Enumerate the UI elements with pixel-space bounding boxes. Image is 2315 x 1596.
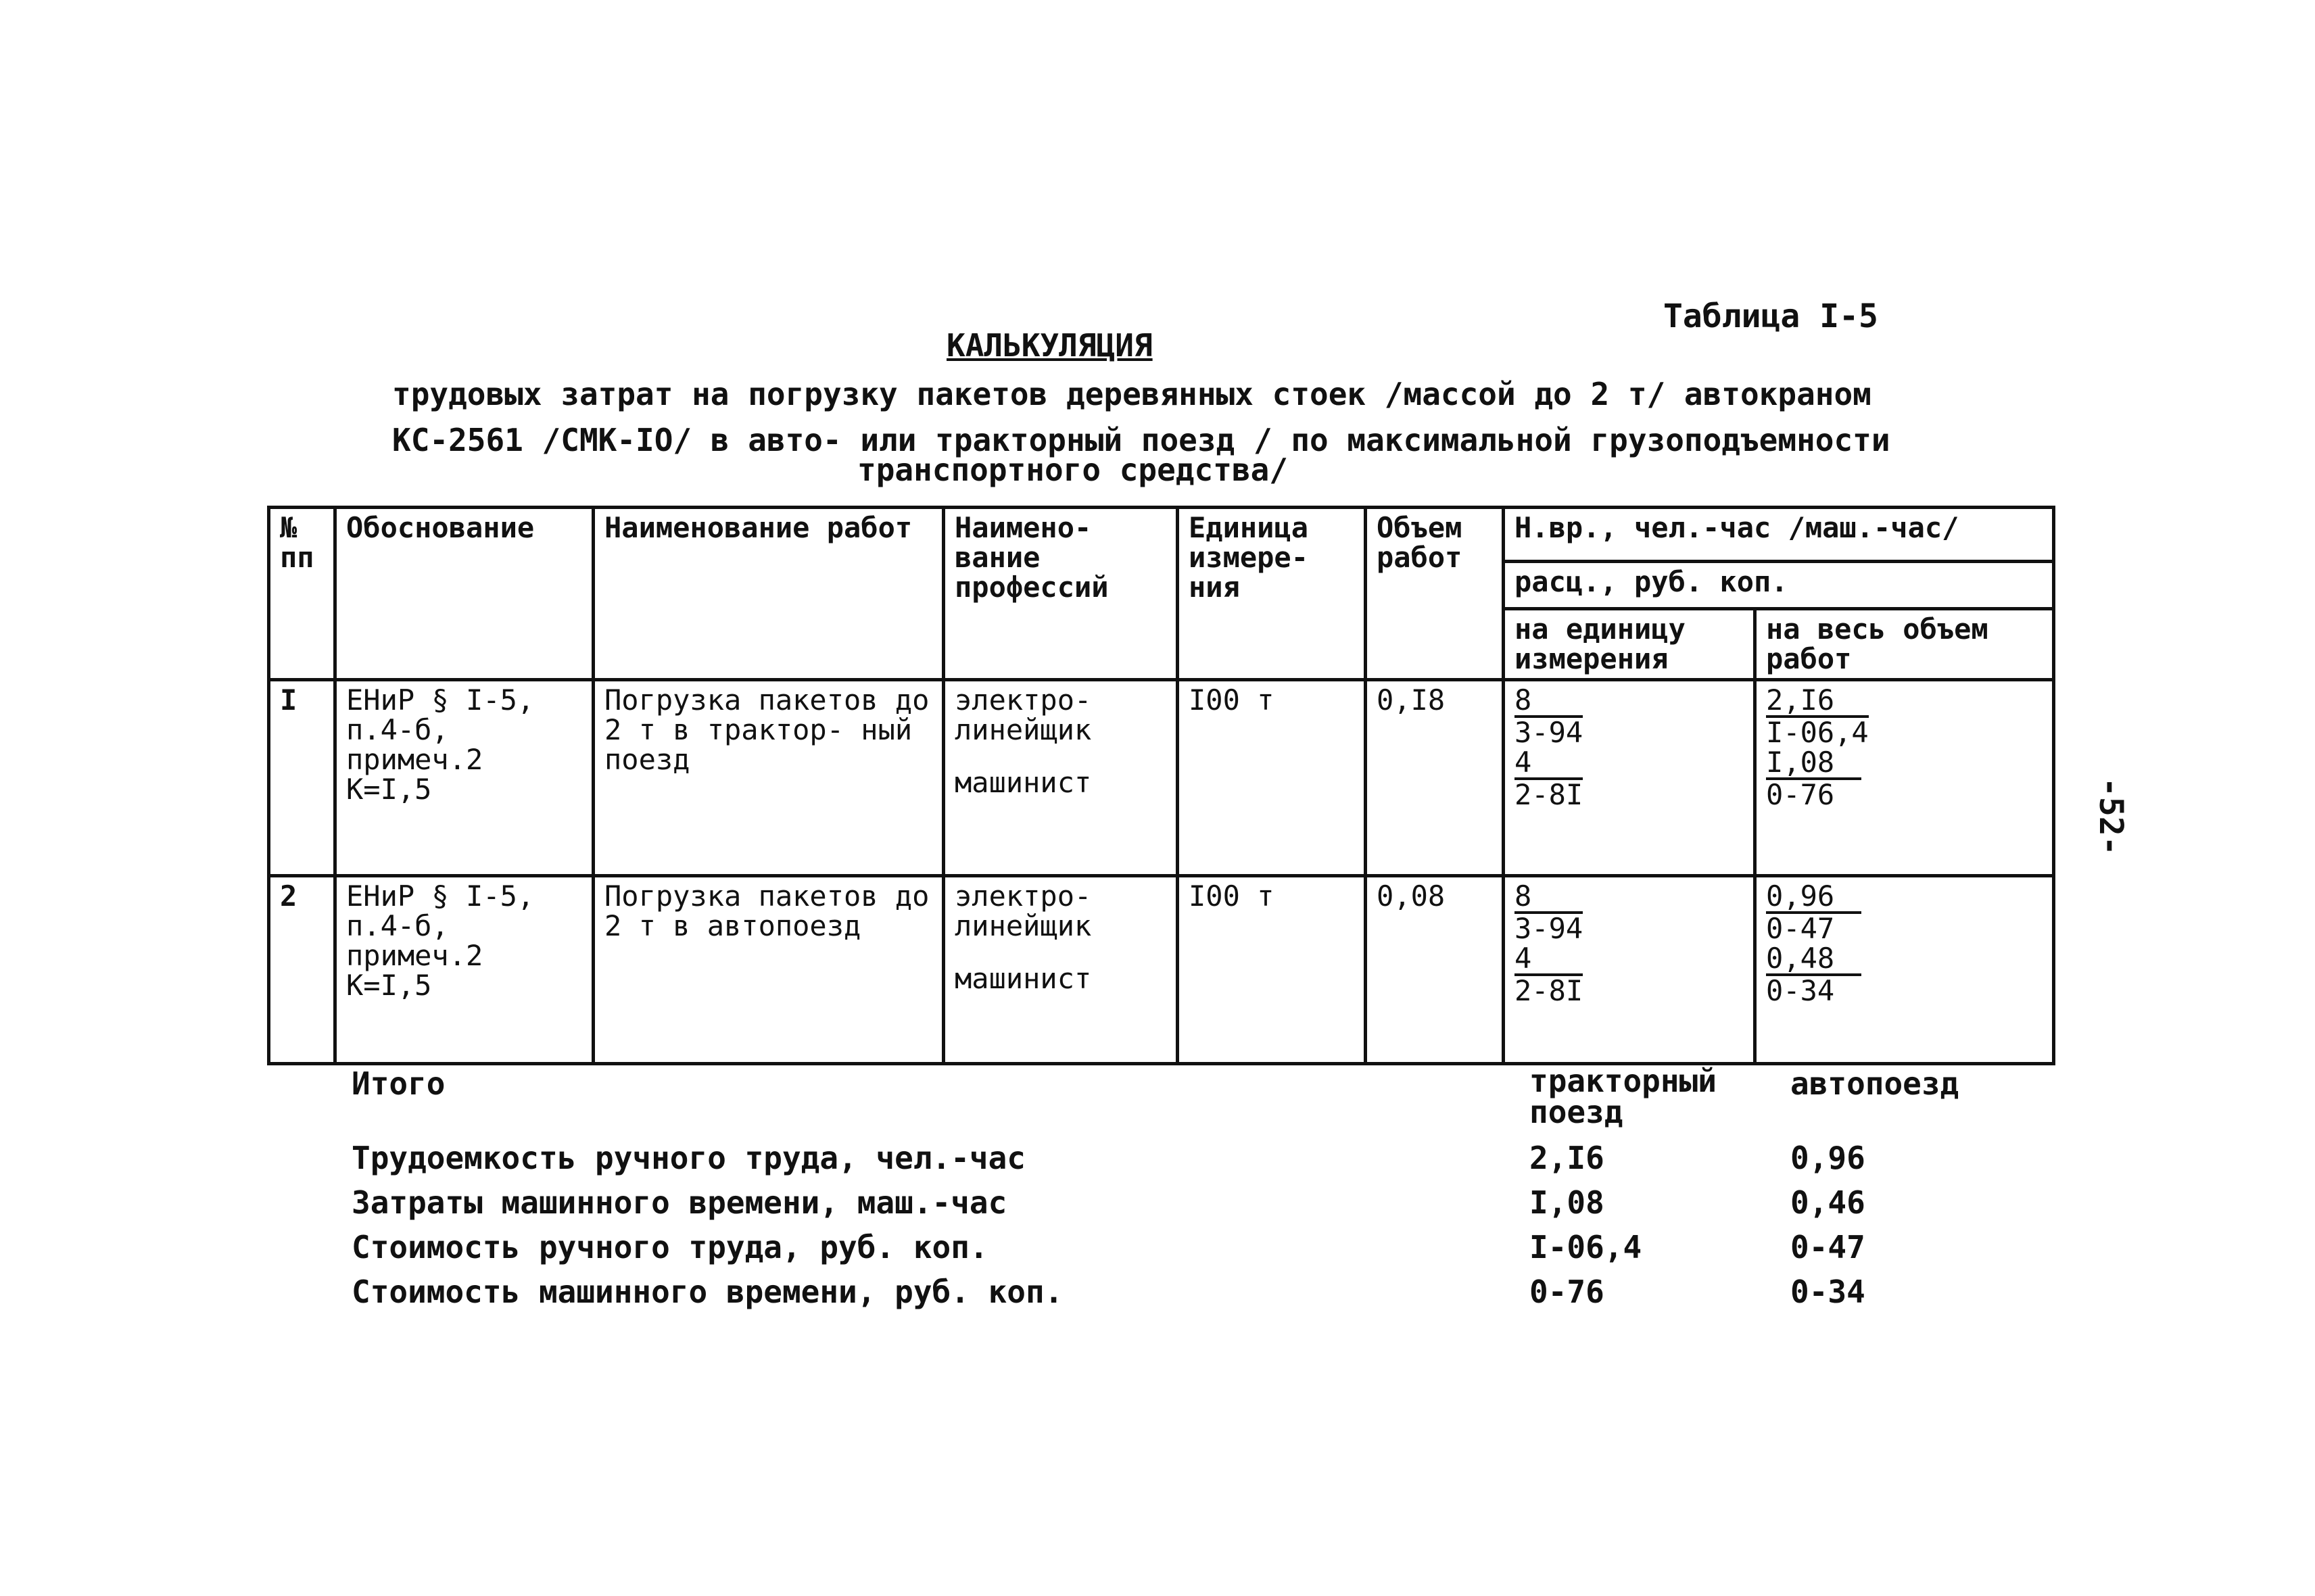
per-volume-header: на весь объем работ bbox=[1755, 609, 2054, 680]
total-row-tractor-value: 2,I6 bbox=[1529, 1140, 1604, 1176]
rate-value: 2-8I bbox=[1514, 974, 1583, 1007]
total-row-truck-value: 0-47 bbox=[1790, 1229, 1865, 1265]
profession-electrician: электро- линейщик bbox=[955, 683, 1092, 746]
row-unit: I00 т bbox=[1178, 680, 1366, 876]
totals-label: Итого bbox=[352, 1065, 446, 1102]
table-row bbox=[269, 876, 2054, 1064]
row-basis: ЕНиР § I-5, п.4-б, примеч.2 К=I,5 bbox=[335, 876, 594, 1064]
row-work: Погрузка пакетов до 2 т в автопоезд bbox=[594, 876, 944, 1064]
row-per-unit bbox=[1504, 680, 1755, 876]
norm-value: I,08 bbox=[1766, 748, 1861, 780]
total-row-label: Стоимость ручного труда, руб. коп. bbox=[352, 1229, 988, 1265]
fraction bbox=[1514, 944, 1583, 1006]
total-row-truck-value: 0,46 bbox=[1790, 1184, 1865, 1221]
col-unit-header: Единица измере- ния bbox=[1178, 508, 1366, 680]
total-row-tractor-value: I,08 bbox=[1529, 1184, 1604, 1221]
fraction bbox=[1766, 748, 1861, 810]
subtitle-line-3: транспортного средства/ bbox=[857, 452, 1288, 488]
norm-value: 2,I6 bbox=[1766, 685, 1869, 718]
rate-value: 2-8I bbox=[1514, 778, 1583, 811]
totals-col2-head: автопоезд bbox=[1790, 1065, 1959, 1102]
fraction bbox=[1514, 685, 1583, 748]
row-per-unit bbox=[1504, 876, 1755, 1064]
total-row-label: Стоимость машинного времени, руб. коп. bbox=[352, 1274, 1064, 1310]
row-profession bbox=[944, 680, 1178, 876]
table-row bbox=[269, 680, 2054, 876]
total-row-truck-value: 0-34 bbox=[1790, 1274, 1865, 1310]
rate-value: 3-94 bbox=[1514, 716, 1583, 749]
col-num-header: № пп bbox=[269, 508, 335, 680]
row-per-volume bbox=[1755, 876, 2054, 1064]
norm-value: 4 bbox=[1514, 944, 1583, 976]
row-basis: ЕНиР § I-5, п.4-б, примеч.2 К=I,5 bbox=[335, 680, 594, 876]
table-number: Таблица I-5 bbox=[1663, 297, 1878, 335]
row-profession bbox=[944, 876, 1178, 1064]
page-number: -52- bbox=[2092, 777, 2130, 856]
total-row-label: Трудоемкость ручного труда, чел.-час bbox=[352, 1140, 1026, 1176]
rate-value: I-06,4 bbox=[1766, 716, 1869, 749]
row-volume: 0,08 bbox=[1366, 876, 1504, 1064]
subtitle-line-2: КС-2561 /СМК-IO/ в авто- или тракторный поезд / по максимальной грузоподъемности bbox=[392, 422, 1890, 458]
row-work: Погрузка пакетов до 2 т в трактор- ный поезд bbox=[594, 680, 944, 876]
header-row-1 bbox=[269, 508, 2054, 562]
profession-operator: машинист bbox=[955, 962, 1092, 995]
profession-electrician: электро- линейщик bbox=[955, 879, 1092, 942]
fraction bbox=[1766, 685, 1869, 748]
fraction bbox=[1514, 748, 1583, 810]
norm-value: 0,48 bbox=[1766, 944, 1861, 976]
profession-operator: машинист bbox=[955, 766, 1092, 799]
rate-value: 0-76 bbox=[1766, 778, 1835, 811]
fraction bbox=[1766, 881, 1861, 944]
rate-value: 0-47 bbox=[1766, 912, 1835, 945]
col-volume-header: Объем работ bbox=[1366, 508, 1504, 680]
row-num: 2 bbox=[269, 876, 335, 1064]
total-row-label: Затраты машинного времени, маш.-час bbox=[352, 1184, 1007, 1221]
norm-value: 8 bbox=[1514, 881, 1583, 914]
subtitle-line-1: трудовых затрат на погрузку пакетов деревянных стоек /массой до 2 т/ автокраном bbox=[392, 376, 1871, 412]
norm-group-header: Н.вр., чел.-час /маш.-час/ bbox=[1504, 508, 2054, 562]
norm-value: 4 bbox=[1514, 748, 1583, 780]
total-row-truck-value: 0,96 bbox=[1790, 1140, 1865, 1176]
rate-value: 3-94 bbox=[1514, 912, 1583, 945]
fraction bbox=[1514, 881, 1583, 944]
col-work-header: Наименование работ bbox=[594, 508, 944, 680]
rate-value: 0-34 bbox=[1766, 974, 1835, 1007]
norm-value: 8 bbox=[1514, 685, 1583, 718]
per-unit-header: на единицу измерения bbox=[1504, 609, 1755, 680]
row-unit: I00 т bbox=[1178, 876, 1366, 1064]
col-profession-header: Наимено- вание профессий bbox=[944, 508, 1178, 680]
row-volume: 0,I8 bbox=[1366, 680, 1504, 876]
row-num: I bbox=[269, 680, 335, 876]
rate-group-header: расц., руб. коп. bbox=[1504, 562, 2054, 609]
document-title: КАЛЬКУЛЯЦИЯ bbox=[947, 327, 1153, 364]
total-row-tractor-value: 0-76 bbox=[1529, 1274, 1604, 1310]
fraction bbox=[1766, 944, 1861, 1006]
totals-col1-head: тракторный поезд bbox=[1529, 1063, 1717, 1130]
col-basis-header: Обоснование bbox=[335, 508, 594, 680]
total-row-tractor-value: I-06,4 bbox=[1529, 1229, 1642, 1265]
calculation-table bbox=[267, 506, 2055, 1065]
norm-value: 0,96 bbox=[1766, 881, 1861, 914]
row-per-volume bbox=[1755, 680, 2054, 876]
